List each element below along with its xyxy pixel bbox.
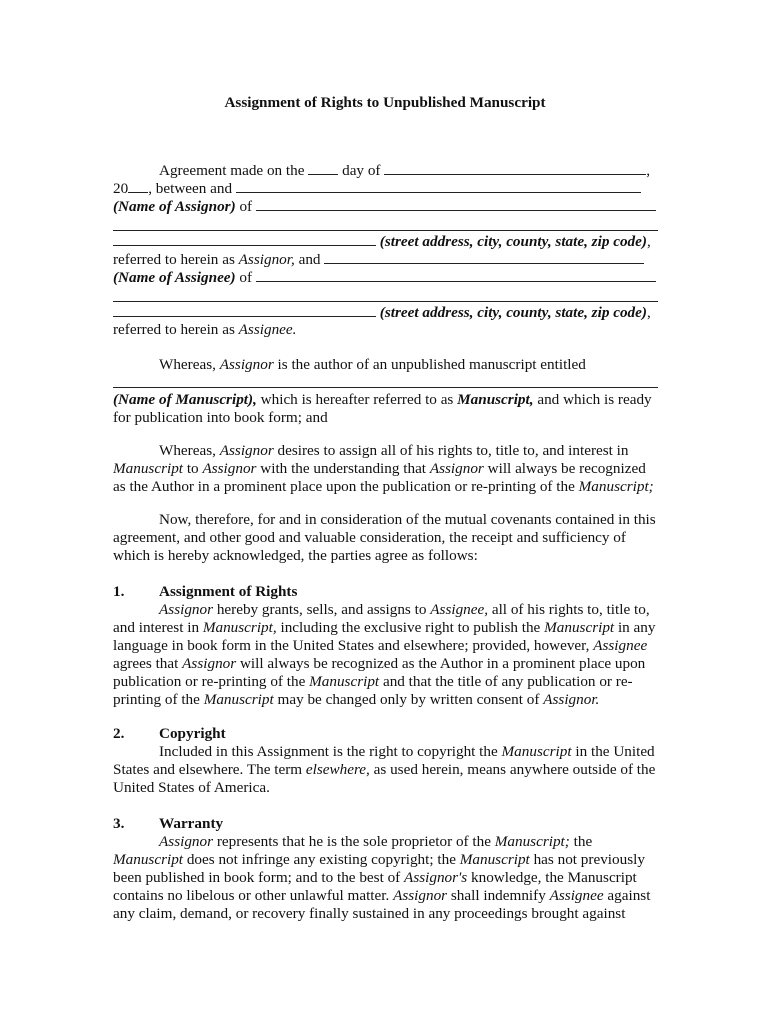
assignor-address-blank[interactable] [113, 232, 376, 246]
agreement-date-line: Agreement made on the day of , [159, 162, 651, 179]
section-heading-2 [113, 725, 658, 743]
month-blank[interactable] [384, 161, 646, 175]
assignee-address-blank[interactable] [113, 303, 376, 317]
section-1-line-4: agrees that Assignor will always be recognized as the Author in a prominent place upon [113, 655, 646, 672]
section-number: 3. [113, 815, 125, 832]
manuscript-name-line: (Name of Manuscript), which is hereafter referred to as Manuscript, and which is ready [113, 391, 652, 408]
section-3-line-5: any claim, demand, or recovery finally sustained in any proceedings brought against [113, 905, 626, 922]
section-1-line-1: Assignor hereby grants, sells, and assigns to Assignee, all of his rights to, title to, [159, 601, 650, 618]
whereas-assign-line-3: as the Author in a prominent place upon the publication or re-printing of the Manuscript; [113, 478, 654, 495]
assignor-of-blank[interactable] [256, 197, 656, 211]
section-heading-3 [113, 815, 658, 833]
section-title: Copyright [159, 725, 226, 742]
now-therefore-line-2: agreement, and other good and valuable consideration, the receipt and sufficiency of [113, 529, 626, 546]
whereas-author-line: Whereas, Assignor is the author of an unpublished manuscript entitled [159, 356, 586, 373]
document-title: Assignment of Rights to Unpublished Manuscript [224, 94, 546, 111]
between-blank[interactable] [236, 179, 641, 193]
now-therefore-line-3: which is hereby acknowledged, the parties agree as follows: [113, 547, 478, 564]
assignee-address-line: (street address, city, county, state, zip code), [113, 303, 658, 322]
day-blank[interactable] [308, 161, 338, 175]
section-3-line-3: been published in book form; and to the best of Assignor's knowledge, the Manuscript [113, 869, 637, 886]
section-heading-1 [113, 583, 658, 601]
section-1-line-5: publication or re-printing of the Manuscript and that the title of any publication or re- [113, 673, 633, 690]
section-1-line-2: and interest in Manuscript, including the exclusive right to publish the Manuscript in any [113, 619, 656, 636]
section-1-line-6: printing of the Manuscript may be changed only by written consent of Assignor. [113, 691, 600, 708]
assignee-referred-line: referred to herein as Assignee. [113, 321, 297, 338]
section-title: Assignment of Rights [159, 583, 298, 600]
section-number: 2. [113, 725, 125, 742]
section-2-line-1: Included in this Assignment is the right to copyright the Manuscript in the United [159, 743, 655, 760]
assignee-of-blank[interactable] [256, 268, 656, 282]
manuscript-title-rule[interactable] [113, 387, 658, 388]
assignor-referred-line: referred to herein as Assignor, and [113, 250, 658, 269]
section-3-line-1: Assignor represents that he is the sole proprietor of the Manuscript; the [159, 833, 593, 850]
now-therefore-line-1: Now, therefore, for and in consideration of the mutual covenants contained in this [159, 511, 656, 528]
whereas-assign-line-1: Whereas, Assignor desires to assign all of his rights to, title to, and interest in [159, 442, 629, 459]
section-3-line-4: contains no libelous or other unlawful matter. Assignor shall indemnify Assignee against [113, 887, 651, 904]
assignee-name-line: (Name of Assignee) of [113, 268, 658, 287]
section-3-line-2: Manuscript does not infringe any existing copyright; the Manuscript has not previously [113, 851, 645, 868]
section-2-line-2: States and elsewhere. The term elsewhere, as used herein, means anywhere outside of the [113, 761, 656, 778]
assignor-address-line: (street address, city, county, state, zip code), [113, 232, 658, 251]
assignee-and-blank[interactable] [324, 250, 644, 264]
section-2-line-3: United States of America. [113, 779, 270, 796]
section-number: 1. [113, 583, 125, 600]
assignor-address-rule[interactable] [113, 230, 658, 231]
section-1-line-3: language in book form in the United States and elsewhere; provided, however, Assignee [113, 637, 648, 654]
year-blank[interactable] [128, 179, 148, 193]
year-between-line: 20 , between and [113, 179, 658, 198]
manuscript-ready-line: for publication into book form; and [113, 409, 328, 426]
section-title: Warranty [159, 815, 224, 832]
whereas-assign-line-2: Manuscript to Assignor with the understanding that Assignor will always be recognized [113, 460, 646, 477]
assignor-name-line: (Name of Assignor) of [113, 197, 658, 216]
assignee-address-rule[interactable] [113, 301, 658, 302]
